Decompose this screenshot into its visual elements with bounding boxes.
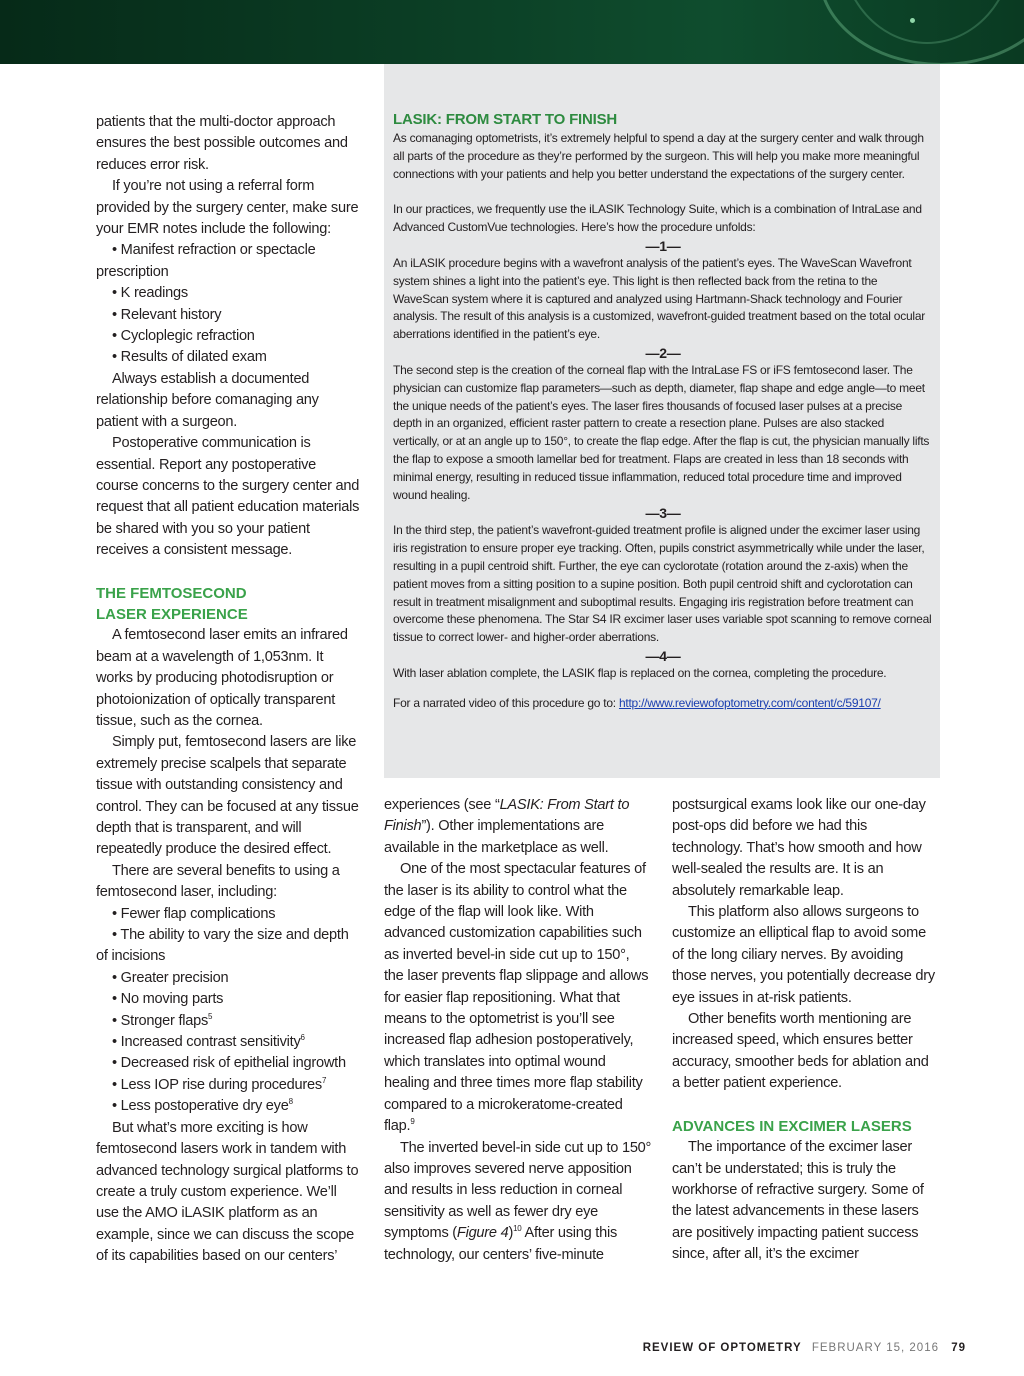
paragraph: Always establish a documented relationship before comanaging any patient with a surgeon. <box>96 370 319 430</box>
reference-superscript: 7 <box>321 1076 327 1086</box>
list-item: • Cycloplegic refraction <box>112 328 255 345</box>
list-item: • Results of dilated exam <box>112 349 267 366</box>
list-item: • No moving parts <box>112 991 224 1008</box>
paragraph: If you’re not using a referral form provided by the surgery center, make sure your EMR notes include the following: <box>96 178 359 238</box>
reference-superscript: 9 <box>410 1117 415 1127</box>
step-number-4: —4— <box>645 647 681 664</box>
sidebar-video-note: For a narrated video of this procedure go to: http://www.reviewofoptometry.com/content/c/59107/ <box>393 695 881 710</box>
step-number-3: —3— <box>645 505 681 522</box>
list-item: • Decreased risk of epithelial ingrowth <box>112 1055 346 1072</box>
paragraph: This platform also allows surgeons to customize an elliptical flap to avoid some of the long ciliary nerves. By avoiding those nerves, you potentially decrease dry eye issues in at-risk patients. <box>672 904 935 1006</box>
sidebar-paragraph: The second step is the creation of the corneal flap with the IntraLase FS or iFS femtosecond laser. The physician can customize flap parameters—such as depth, diameter, flap shape and edge angle—to meet the unique needs of the patient’s eyes. The laser fires thousands of focused laser pulses at a precise depth in an organized, efficient raster pattern to create a resection plane. Pulses are also stacked vertically, or at an angle up to 150°, to create the flap edge. After the flap is cut, the physician manually lifts the flap to expose a smooth lamellar bed for treatment. Flaps are created in less than 18 seconds with minimal energy, resulting in reduced tissue inflammation, reduced total procedure time and improved wound healing. <box>393 362 930 502</box>
header-banner <box>0 0 1024 64</box>
paragraph: postsurgical exams look like our one-day post-ops did before we had this technology. That’s how smooth and how well-sealed the results are. It is an absolutely remarkable leap. <box>672 797 926 899</box>
reference-superscript: 8 <box>288 1097 293 1107</box>
sidebar-paragraph: With laser ablation complete, the LASIK flap is replaced on the cornea, completing the procedure. <box>393 665 887 680</box>
article-column-2 <box>384 795 652 1266</box>
reference-superscript: 6 <box>300 1033 305 1043</box>
paragraph: experiences (see “LASIK: From Start to Finish”). Other implementations are available in the marketplace as well. <box>384 797 630 856</box>
list-item: • The ability to vary the size and depth of incisions <box>96 927 349 965</box>
paragraph: The inverted bevel-in side cut up to 150° also improves severed nerve apposition and results in less reduction in corneal sensitivity as well as fewer dry eye symptoms (Figure 4)$^{10}$ After using this technology, our centers’ five-minute <box>384 1139 652 1263</box>
issue-date: FEBRUARY 15, 2016 <box>811 1342 939 1354</box>
page-number: 79 <box>951 1342 966 1354</box>
list-item: • Increased contrast sensitivity$^6$ <box>112 1033 305 1051</box>
paragraph: patients that the multi-doctor approach ensures the best possible outcomes and reduces error risk. <box>96 114 348 173</box>
paragraph: One of the most spectacular features of the laser is its ability to control what the edge of the flap will look like. With advanced customization capabilities such as inverted bevel-in side cut up to 150°, the laser prevents flap slippage and allows for easier flap repositioning. What that means to the optometrist is you’ll see increased flap adhesion postoperatively, which translates into optimal wound healing and three times more flap stability compared to a microkeratome-created flap.$^9$ <box>384 861 649 1135</box>
article-column-3 <box>672 795 940 1266</box>
publication-name: REVIEW OF OPTOMETRY <box>642 1342 802 1354</box>
article-column-1 <box>96 112 362 1268</box>
sidebar-paragraph: In our practices, we frequently use the iLASIK Technology Suite, which is a combination of IntraLase and Advanced CustomVue technologies. Here’s how the procedure unfolds: <box>393 202 922 235</box>
section-heading-excimer: ADVANCES IN EXCIMER LASERS <box>672 1117 912 1135</box>
list-item: • Fewer flap complications <box>112 905 276 922</box>
sidebar-paragraph: As comanaging optometrists, it’s extremely helpful to spend a day at the surgery center and walk through all parts of the procedure as they’re performed by the surgeon. This will help you make more meaningful connections with your patients and help you better understand the expectations of the surgery center. <box>393 131 924 181</box>
list-item: • Less IOP rise during procedures$^7$ <box>112 1076 327 1093</box>
sidebar-paragraph: An iLASIK procedure begins with a wavefront analysis of the patient’s eyes. The WaveScan Wavefront system shines a light into the patient’s eye. This light is then reflected back from the retina to the WaveScan system where it is captured and analyzed using Hartmann-Shack technology and Fourier analysis. The result of this analysis is a customized, wavefront-guided treatment based on the total ocular aberrations identified in the patient’s eye. <box>393 255 925 342</box>
banner-dot-decoration <box>910 18 915 23</box>
paragraph: But what’s more exciting is how femtosecond lasers work in tandem with advanced technology surgical platforms to create a truly custom experience. We’ll use the AMO iLASIK platform as an example, since we can discuss the scope of its capabilities based on our centers’ <box>96 1119 359 1265</box>
page-footer <box>643 1342 966 1354</box>
sidebar-content <box>393 110 933 713</box>
sidebar-box-lasik <box>384 64 940 778</box>
list-item: • Stronger flaps$^5$ <box>112 1011 213 1029</box>
video-link[interactable]: http://www.reviewofoptometry.com/content/c/59107/ <box>618 695 881 710</box>
paragraph: The importance of the excimer laser can’t be understated; this is truly the workhorse of refractive surgery. Some of the latest advancements in these lasers are positively impacting patient success since, after all, it’s the excimer <box>672 1139 924 1263</box>
paragraph: A femtosecond laser emits an infrared beam at a wavelength of 1,053nm. It works by producing photodisruption or photoionization of optically transparent tissue, such as the cornea. <box>96 627 348 729</box>
sidebar-title: LASIK: FROM START TO FINISH <box>393 111 618 128</box>
list-item: • Relevant history <box>112 306 222 323</box>
list-item: • K readings <box>112 285 188 302</box>
step-number-1: —1— <box>645 237 681 254</box>
list-item: • Manifest refraction or spectacle prescription <box>96 242 316 280</box>
list-item: • Greater precision <box>112 969 229 986</box>
reference-superscript: 5 <box>208 1011 213 1021</box>
sidebar-paragraph: In the third step, the patient’s wavefront-guided treatment profile is aligned under the excimer laser using iris registration to ensure proper eye tracking. Often, pupils constrict asymmetrically while under the laser, resulting in a pupil centroid shift. Further, the eye can cyclorotate (rotation around the z-axis) when the patient moves from a sitting position to a supine position. Both pupil centroid shift and cyclorotation can result in treatment misalignment and suboptimal results. Engaging iris registration before treatment can overcome these phenomena. The Star S4 IR excimer laser uses variable spot scanning to remove corneal tissue to correct lower- and higher-order aberrations. <box>393 523 932 645</box>
paragraph: Postoperative communication is essential. Report any postoperative course concerns to the surgery center and request that all patient education materials be shared with you so your patient receives a consistent message. <box>96 435 360 559</box>
list-item: • Less postoperative dry eye$^8$ <box>112 1097 293 1115</box>
step-number-2: —2— <box>645 344 681 361</box>
paragraph: Other benefits worth mentioning are increased speed, which ensures better accuracy, smoother beds for ablation and a better patient experience. <box>672 1011 929 1092</box>
reference-superscript: 10 <box>513 1224 522 1234</box>
section-heading-femtosecond: THE FEMTOSECOND LASER EXPERIENCE <box>96 584 248 623</box>
paragraph: There are several benefits to using a femtosecond laser, including: <box>96 862 340 901</box>
paragraph: Simply put, femtosecond lasers are like extremely precise scalpels that separate tissue with outstanding consistency and control. They can be focused at any tissue depth that is transparent, and will repeatedly produce the desired effect. <box>96 734 359 858</box>
